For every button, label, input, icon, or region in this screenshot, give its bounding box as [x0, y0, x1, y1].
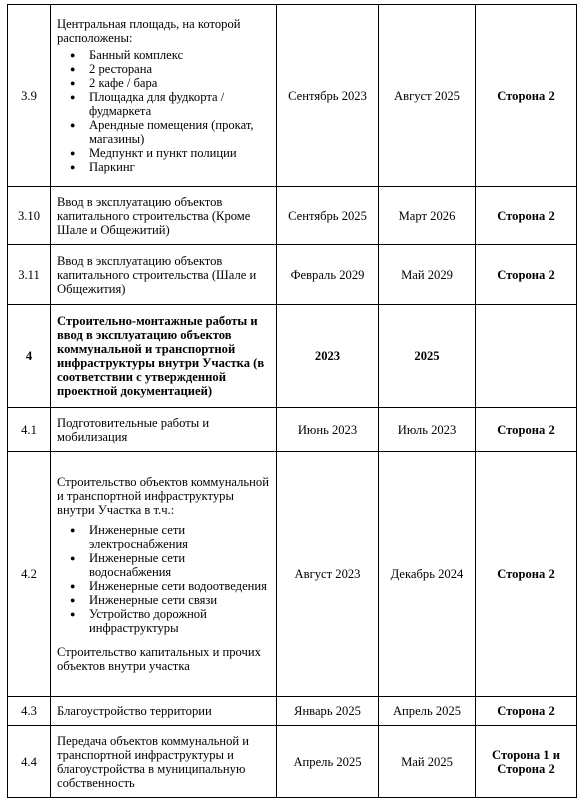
responsible-party — [476, 726, 577, 798]
bullet-icon: ● — [70, 525, 76, 535]
responsible-line: Сторона 1 и — [492, 747, 560, 762]
table-row — [8, 452, 577, 697]
responsible-party — [476, 305, 577, 408]
bullet-icon: ● — [70, 581, 76, 591]
start-date: Сентябрь 2025 — [277, 187, 379, 245]
row-number: 3.11 — [8, 245, 51, 305]
responsible-party: Сторона 2 — [476, 697, 577, 726]
responsible-party: Сторона 2 — [476, 452, 577, 697]
row-number: 4.2 — [8, 452, 51, 697]
bullet-icon: ● — [70, 553, 76, 563]
row-number: 4.3 — [8, 697, 51, 726]
table-row — [8, 408, 577, 452]
list-item: ● Инженерные сети водоотведения — [70, 579, 267, 593]
bullet-icon: ● — [70, 148, 76, 158]
bullet-icon: ● — [70, 120, 76, 130]
row-description: Подготовительные работы и мобилизация — [51, 408, 277, 452]
list-item: ● Площадка для фудкорта / фудмаркета — [70, 90, 225, 118]
end-date: Май 2029 — [379, 245, 476, 305]
start-date: Апрель 2025 — [277, 726, 379, 798]
bullet-icon: ● — [70, 162, 76, 172]
bullet-icon: ● — [70, 78, 76, 88]
row-description: Благоустройство территории — [51, 697, 277, 726]
row-description — [51, 452, 277, 697]
table-row — [8, 726, 577, 798]
start-date: Сентябрь 2023 — [277, 5, 379, 187]
row-description — [51, 5, 277, 187]
bullet-list — [57, 523, 270, 635]
list-item: ● Устройство дорожной инфраструктуры — [70, 607, 207, 635]
table-row — [8, 305, 577, 408]
end-date: Март 2026 — [379, 187, 476, 245]
row-number: 4.1 — [8, 408, 51, 452]
row-number: 4.4 — [8, 726, 51, 798]
bullet-icon: ● — [70, 595, 76, 605]
end-date: Август 2025 — [379, 5, 476, 187]
description-intro: Строительство объектов коммунальной и транспортной инфраструктуры внутри Участка в т.ч.: — [57, 475, 269, 517]
list-item: ● Арендные помещения (прокат, магазины) — [70, 118, 254, 146]
responsible-party: Сторона 2 — [476, 408, 577, 452]
end-date: Декабрь 2024 — [379, 452, 476, 697]
list-item: ● 2 ресторана — [70, 62, 153, 76]
start-date: Август 2023 — [277, 452, 379, 697]
end-date: Апрель 2025 — [379, 697, 476, 726]
row-number: 3.9 — [8, 5, 51, 187]
table-row — [8, 697, 577, 726]
schedule-table — [7, 4, 577, 798]
list-item: ● Медпункт и пункт полиции — [70, 146, 237, 160]
description-intro: Центральная площадь, на которой расположены: — [57, 17, 241, 45]
row-description: Ввод в эксплуатацию объектов капитального строительства (Кроме Шале и Общежитий) — [51, 187, 277, 245]
table-row — [8, 5, 577, 187]
end-date: 2025 — [379, 305, 476, 408]
bullet-icon: ● — [70, 92, 76, 102]
responsible-line: Сторона 2 — [497, 761, 555, 776]
description-outro: Строительство капитальных и прочих объектов внутри участка — [57, 645, 261, 673]
row-description: Ввод в эксплуатацию объектов капитального строительства (Шале и Общежития) — [51, 245, 277, 305]
start-date: Январь 2025 — [277, 697, 379, 726]
row-description: Передача объектов коммунальной и транспортной инфраструктуры и благоустройства в муниципальную собственность — [51, 726, 277, 798]
start-date: Февраль 2029 — [277, 245, 379, 305]
table-row — [8, 245, 577, 305]
row-number: 3.10 — [8, 187, 51, 245]
bullet-icon: ● — [70, 50, 76, 60]
row-description: Строительно-монтажные работы и ввод в эксплуатацию объектов коммунальной и транспортной инфраструктуры внутри Участка (в соответствии с утвержденной проектной документацией) — [51, 305, 277, 408]
end-date: Июль 2023 — [379, 408, 476, 452]
responsible-party: Сторона 2 — [476, 245, 577, 305]
list-item: ● Паркинг — [70, 160, 135, 174]
list-item: ● Инженерные сети электроснабжения — [70, 523, 188, 551]
start-date: Июнь 2023 — [277, 408, 379, 452]
bullet-list — [57, 48, 270, 174]
responsible-party: Сторона 2 — [476, 5, 577, 187]
end-date: Май 2025 — [379, 726, 476, 798]
list-item: ● Банный комплекс — [70, 48, 184, 62]
bullet-icon: ● — [70, 609, 76, 619]
list-item: ● Инженерные сети связи — [70, 593, 218, 607]
table-row — [8, 187, 577, 245]
row-number: 4 — [8, 305, 51, 408]
list-item: ● 2 кафе / бара — [70, 76, 158, 90]
start-date: 2023 — [277, 305, 379, 408]
list-item: ● Инженерные сети водоснабжения — [70, 551, 186, 579]
bullet-icon: ● — [70, 64, 76, 74]
responsible-party: Сторона 2 — [476, 187, 577, 245]
